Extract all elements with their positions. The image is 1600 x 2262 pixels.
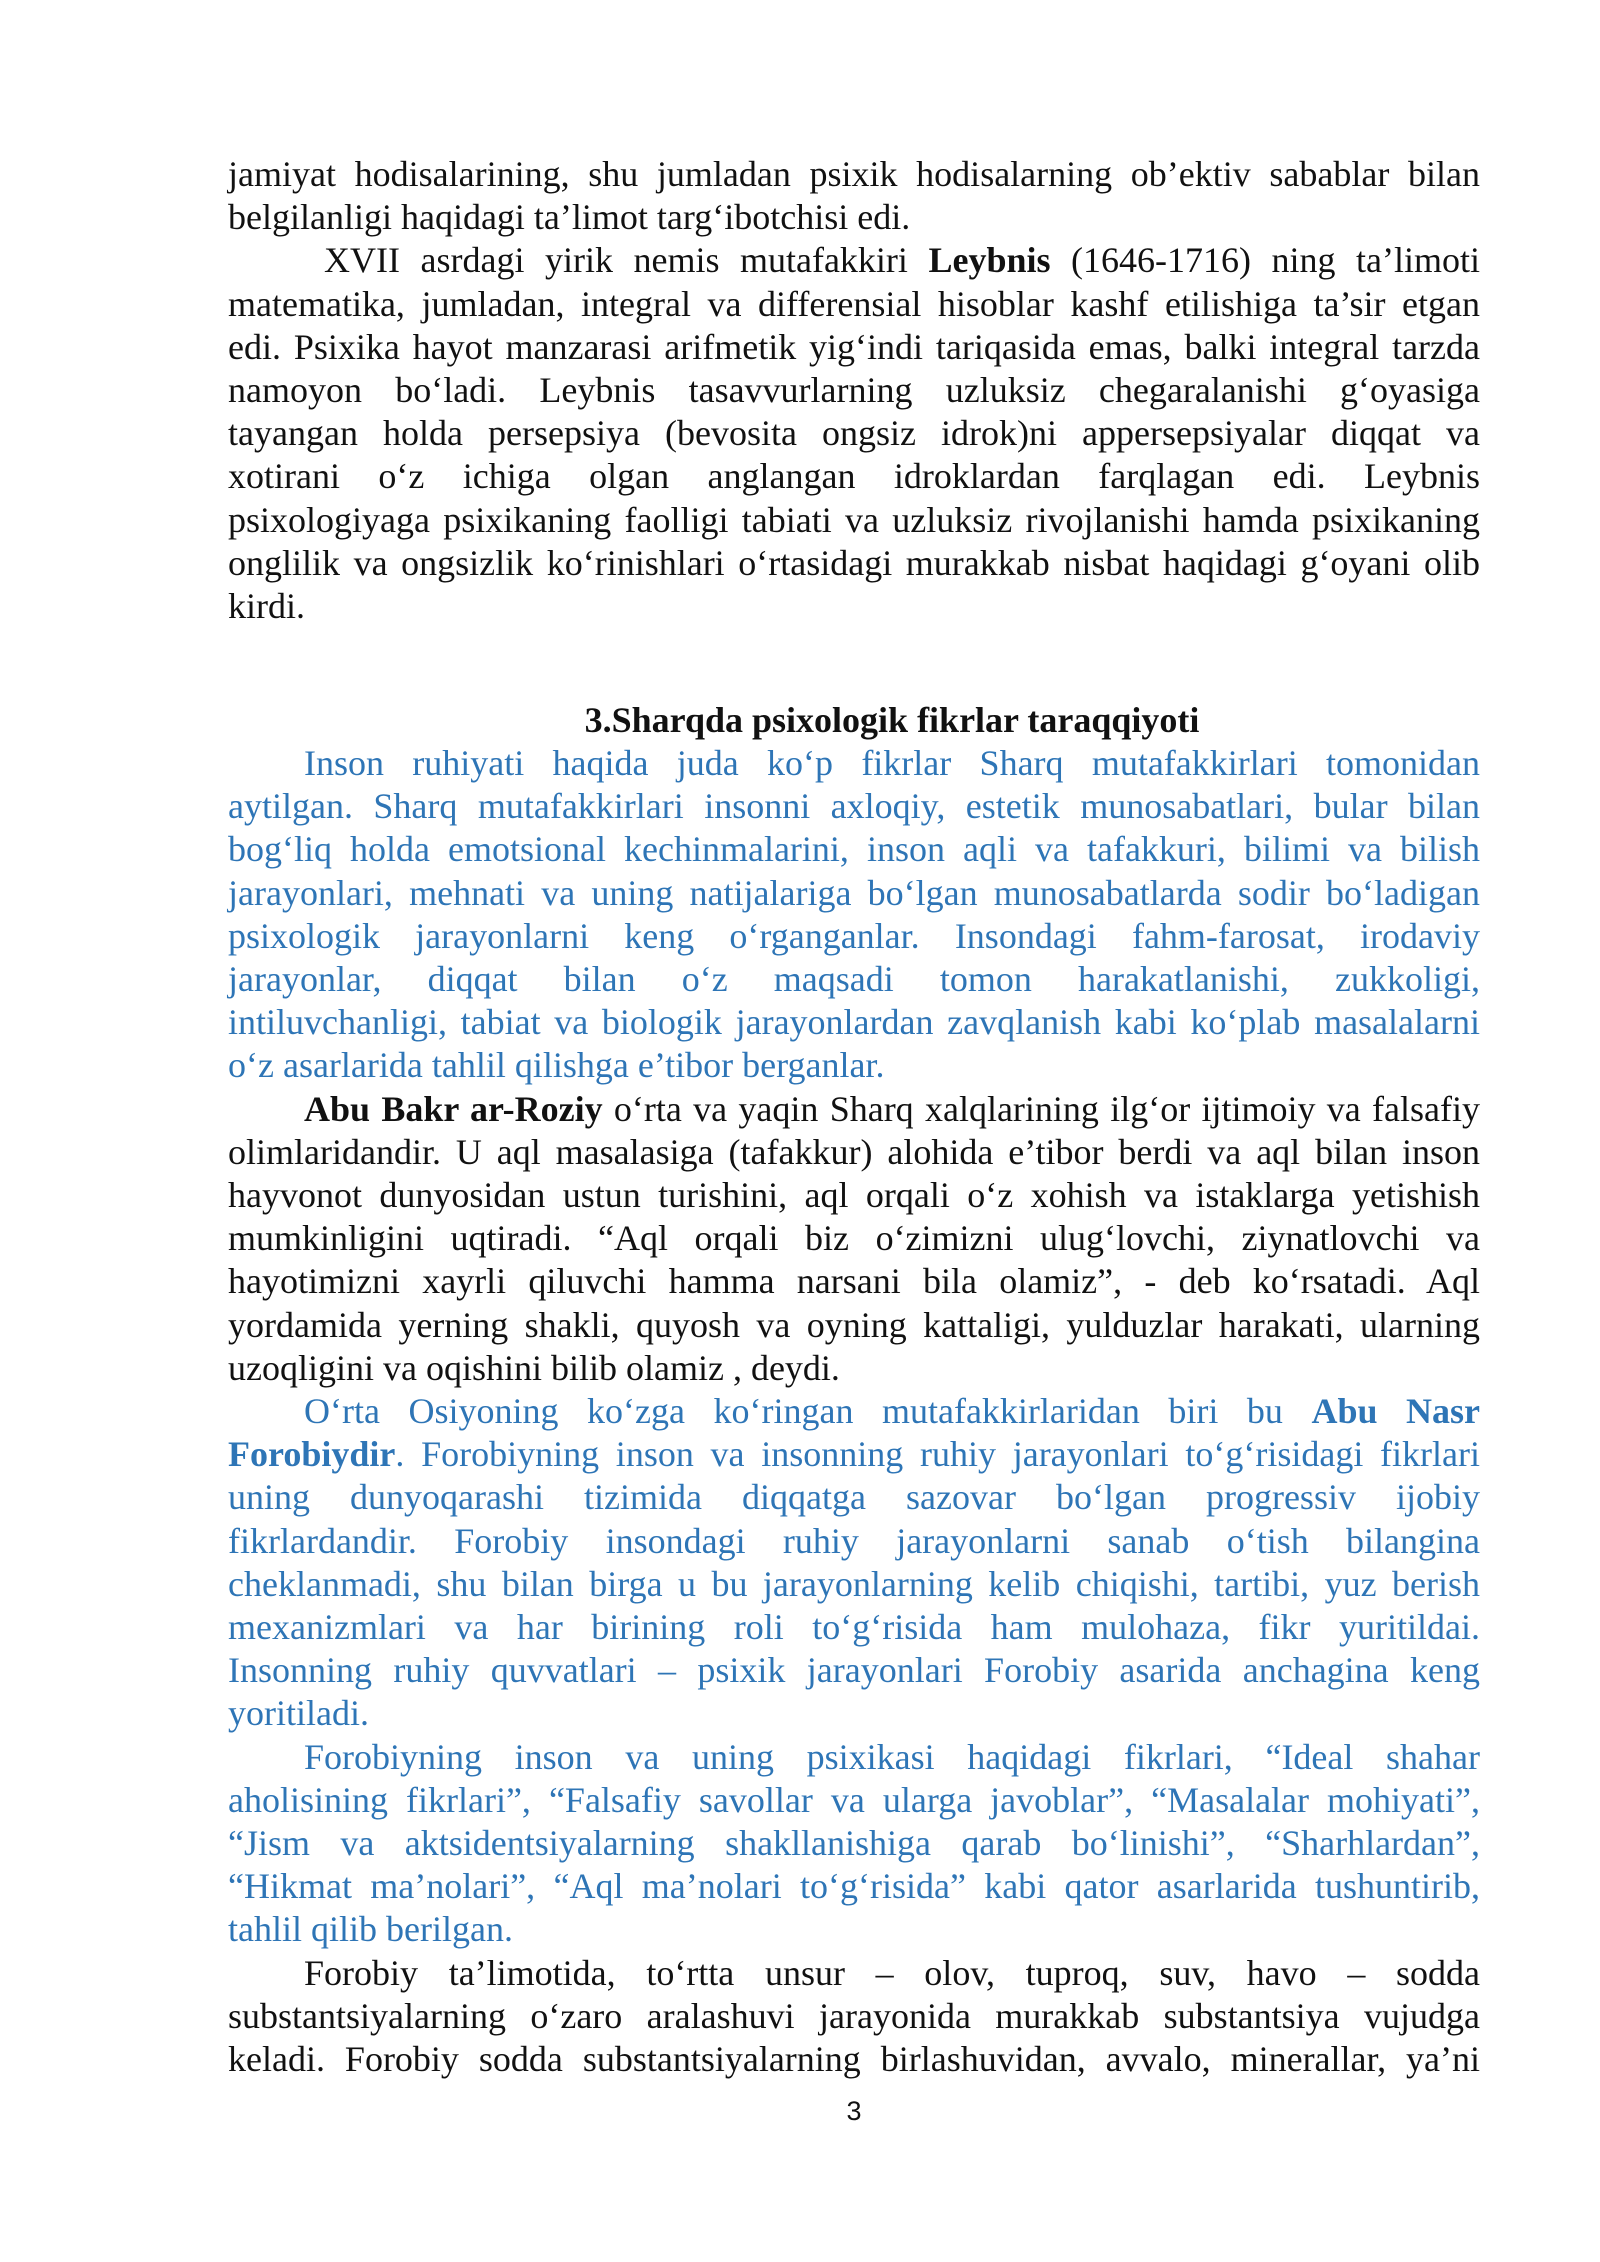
text-line: hayvonot dunyosidan ustun turishini, aql orqali o‘z xohish va istaklarga yetishish [228,1174,1480,1215]
text-line [228,239,1480,282]
paragraph-intro [228,153,1480,239]
text-line: yoritiladi. [228,1693,369,1734]
paragraph-forobiy-works [228,1736,1480,1952]
line-text: . Forobiyning inson va insonning ruhiy jarayonlari to‘g‘risidagi fikrlari [395,1434,1480,1475]
text-line [228,1390,1480,1433]
text-line: xotirani o‘z ichiga olgan anglangan idroklardan farqlagan edi. Leybnis [228,456,1480,497]
text-line: cheklanmadi, shu bilan birga u bu jarayonlarning kelib chiqishi, tartibi, yuz berish [228,1563,1480,1604]
text-line: edi. Psixika hayot manzarasi arifmetik yig‘indi tariqasida emas, balki integral tarzda [228,326,1480,367]
text-line: namoyon bo‘ladi. Leybnis tasavvurlarning uzluksiz chegaralanishi g‘oyasiga [228,370,1480,411]
text-line: substantsiyalarning o‘zaro aralashuvi jarayonida murakkab substantsiya vujudga [228,1995,1480,2036]
text-line: mexanizmlari va har birining roli to‘g‘risida ham mulohaza, fikr yuritildai. [228,1607,1480,1647]
text-line: uning dunyoqarashi tizimida diqqatga sazovar bo‘lgan progressiv ijobiy [228,1477,1480,1518]
text-line: “Hikmat ma’nolari”, “Aql ma’nolari to‘g‘risida” kabi qator asarlarida tushuntirib, [228,1866,1480,1907]
text-line: psixologik jarayonlarni keng o‘rganganlar. Insondagi fahm-farosat, irodaviy [228,915,1480,956]
bold-name: Abu Nasr [1311,1390,1481,1431]
text-line: jamiyat hodisalarining, shu jumladan psixik hodisalarning ob’ektiv sabablar bilan [228,154,1480,194]
section-heading: 3.Sharqda psixologik fikrlar taraqqiyoti [584,699,1200,740]
text-line: yordamida yerning shakli, quyosh va oyning kattaligi, yulduzlar harakati, ularning [228,1304,1480,1345]
text-line: jarayonlar, diqqat bilan o‘z maqsadi tomon harakatlanishi, zukkoligi, [228,958,1480,999]
text-line: hayotimizni xayrli qiluvchi hamma narsani bila olamiz”, - deb ko‘rsatadi. Aql [228,1261,1480,1302]
bold-name: Leybnis [928,240,1051,281]
text-line [228,1088,1480,1131]
line-text: (1646-1716) ning ta’limoti [1050,240,1480,281]
text-line: fikrlardandir. Forobiy insondagi ruhiy jarayonlarni sanab o‘tish bilangina [228,1520,1480,1561]
line-text: o‘rta va yaqin Sharq xalqlarining ilg‘or ijtimoiy va falsafiy [602,1088,1481,1129]
paragraph-forobiy [228,1390,1480,1736]
text-line: belgilanligi haqidagi ta’limot targ‘ibotchisi edi. [228,197,911,238]
text-line: keladi. Forobiy sodda substantsiyalarning birlashuvidan, avvalo, minerallar, ya’ni [228,2039,1480,2080]
line-text: O‘rta Osiyoning ko‘zga ko‘ringan mutafakkirlaridan biri bu [304,1390,1312,1431]
text-line: bog‘liq holda emotsional kechinmalarini, inson aqli va tafakkuri, bilimi va bilish [228,829,1480,870]
text-line: tahlil qilib berilgan. [228,1909,513,1950]
text-line [228,1433,1480,1476]
line-text: XVII asrdagi yirik nemis mutafakkiri [324,240,929,281]
bold-name: Abu Bakr ar-Roziy [304,1088,603,1129]
paragraph-leybnis [228,239,1480,628]
text-line: aytilgan. Sharq mutafakkirlari insonni axloqiy, estetik munosabatlari, bular bilan [228,786,1480,827]
text-line: Inson ruhiyati haqida juda ko‘p fikrlar Sharq mutafakkirlari tomonidan [304,742,1480,783]
text-line: Forobiy ta’limotida, to‘rtta unsur – olov, tuproq, suv, havo – sodda [304,1952,1480,1993]
paragraph-roziy [228,1088,1480,1390]
text-line: o‘z asarlarida tahlil qilishga e’tibor berganlar. [228,1045,885,1086]
text-line: jarayonlari, mehnati va uning natijalariga bo‘lgan munosabatlarda sodir bo‘ladigan [228,872,1480,913]
text-line: uzoqligini va oqishini bilib olamiz , deydi. [228,1347,840,1388]
bold-name: Forobiydir [228,1434,396,1475]
text-line: Forobiyning inson va uning psixikasi haqidagi fikrlari, “Ideal shahar [304,1736,1480,1777]
page-body [228,153,1480,2081]
text-line: mumkinligini uqtiradi. “Aql orqali biz o‘zimizni ulug‘lovchi, ziynatlovchi va [228,1218,1480,1259]
text-line: aholisining fikrlari”, “Falsafiy savollar va ularga javoblar”, “Masalalar mohiyati”, [228,1779,1480,1820]
text-line: psixologiyaga psixikaning faolligi tabiati va uzluksiz rivojlanishi hamda psixikaning [228,499,1480,540]
paragraph-forobiy-elements [228,1952,1480,2082]
text-line: onglilik va ongsizlik ko‘rinishlari o‘rtasidagi murakkab nisbat haqidagi g‘oyani olib [228,542,1480,583]
text-line: “Jism va aktsidentsiyalarning shakllanishiga qarab bo‘linishi”, “Sharhlardan”, [228,1823,1480,1864]
text-line: Insonning ruhiy quvvatlari – psixik jarayonlari Forobiy asarida anchagina keng [228,1650,1480,1691]
text-line: tayangan holda persepsiya (bevosita ongsiz idrok)ni appersepsiyalar diqqat va [228,413,1480,454]
page-number: 3 [846,2096,862,2126]
text-line: olimlaridandir. U aql masalasiga (tafakkur) alohida e’tibor berdi va aql bilan inson [228,1131,1480,1172]
text-line: intiluvchanligi, tabiat va biologik jarayonlardan zavqlanish kabi ko‘plab masalalarni [228,1002,1480,1043]
text-line: matematika, jumladan, integral va differensial hisoblar kashf etilishiga ta’sir etgan [228,283,1480,324]
paragraph-sharq [228,742,1480,1088]
text-line: kirdi. [228,586,305,627]
